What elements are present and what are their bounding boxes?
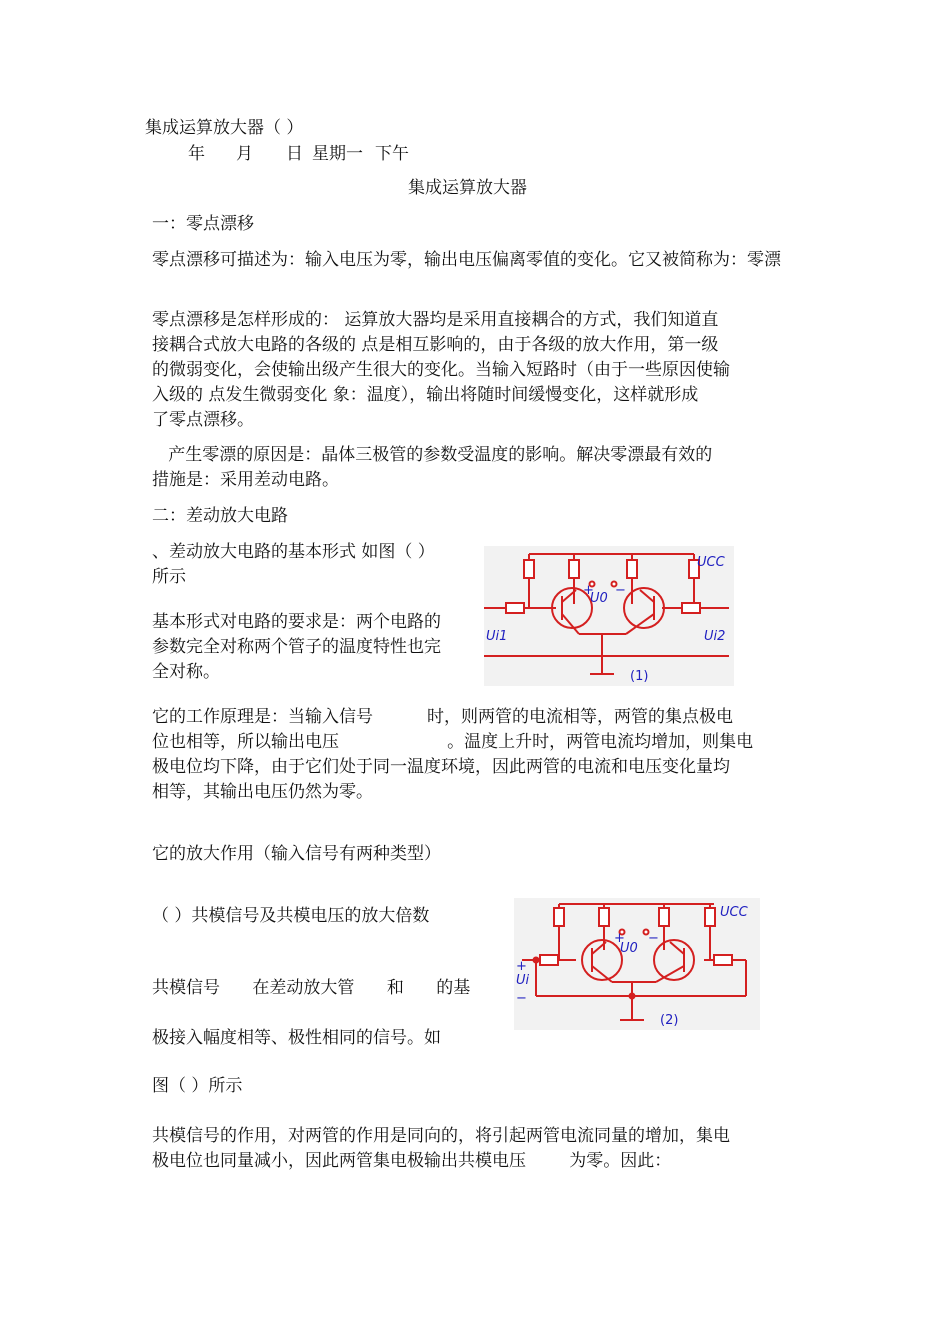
output-voltage-label: U0 [590,591,608,606]
output-voltage-label: U0 [620,941,638,956]
figure2-caption: (2) [660,1013,679,1028]
plus-sign: + [614,931,625,946]
common-mode-line: 共模信号 在差动放大管 和 的基 [152,978,471,998]
minus-sign: − [615,583,626,598]
zero-drift-solution-line: 产生零漂的原因是：晶体三极管的参数受温度的影响。解决零漂最有效的 [152,445,713,465]
common-mode-effect-line: 极电位也同量减小，因此两管集电极输出共模电压 为零。因此： [152,1151,672,1171]
vcc-label: UCC [697,555,725,570]
working-principle-line: 位也相等，所以输出电压 。温度上升时，两管电流均增加，则集电 [152,732,754,752]
circuit-requirement-line: 基本形式对电路的要求是：两个电路的 [152,612,441,632]
working-principle-line: 它的工作原理是：当输入信号 时，则两管的电流相等，两管的集点极电 [152,707,734,727]
plus-sign: + [583,583,594,598]
zero-drift-cause-line: 零点漂移是怎样形成的： 运算放大器均是采用直接耦合的方式，我们知道直 [152,310,719,330]
working-principle-line: 相等，其输出电压仍然为零。 [152,782,373,802]
common-mode-heading: （ ）共模信号及共模电压的放大倍数 [152,906,430,926]
main-title: 集成运算放大器 [408,178,527,198]
date-time: 下午 [375,144,409,164]
zero-drift-cause-line: 了零点漂移。 [152,410,254,430]
common-mode-line: 图（ ）所示 [152,1076,243,1096]
working-principle-line: 极电位均下降，由于它们处于同一温度环境，因此两管的电流和电压变化量均 [152,757,730,777]
zero-drift-definition: 零点漂移可描述为：输入电压为零，输出电压偏离零值的变化。它又被简称为：零漂 [152,250,781,270]
zero-drift-cause-line: 接耦合式放大电路的各级的 点是相互影响的，由于各级的放大作用，第一级 [152,335,719,355]
date-month: 月 [236,144,253,164]
figure1-caption: (1) [630,669,649,684]
date-year: 年 [188,144,205,164]
date-weekday: 星期一 [312,144,363,164]
section1-heading: 一：零点漂移 [152,214,254,234]
input-minus-sign: − [516,991,527,1006]
minus-sign: − [648,931,659,946]
amplification-heading: 它的放大作用（输入信号有两种类型） [152,844,441,864]
basic-form-intro-line: 、差动放大电路的基本形式 如图（ ） [152,542,435,562]
input-voltage-1-label: Ui1 [486,629,508,644]
input-plus-sign: + [516,959,527,974]
date-day: 日 [286,144,303,164]
input-voltage-2-label: Ui2 [704,629,726,644]
common-mode-line: 极接入幅度相等、极性相同的信号。如 [152,1028,441,1048]
common-mode-effect-line: 共模信号的作用，对两管的作用是同向的，将引起两管电流同量的增加，集电 [152,1126,730,1146]
common-mode-circuit-figure-2 [514,898,760,1030]
circuit-requirement-line: 全对称。 [152,662,220,682]
circuit-requirement-line: 参数完全对称两个管子的温度特性也完 [152,637,441,657]
vcc-label: UCC [720,905,748,920]
zero-drift-cause-line: 的微弱变化，会使输出级产生很大的变化。当输入短路时（由于一些原因使输 [152,360,730,380]
basic-form-intro-line: 所示 [152,567,186,587]
document-title: 集成运算放大器（ ） [145,118,304,138]
zero-drift-cause-line: 入级的 点发生微弱变化 象：温度），输出将随时间缓慢变化，这样就形成 [152,385,699,405]
input-voltage-label: Ui [516,973,530,988]
differential-amplifier-figure-1 [484,546,734,686]
zero-drift-solution-line: 措施是：采用差动电路。 [152,470,339,490]
section2-heading: 二：差动放大电路 [152,506,288,526]
